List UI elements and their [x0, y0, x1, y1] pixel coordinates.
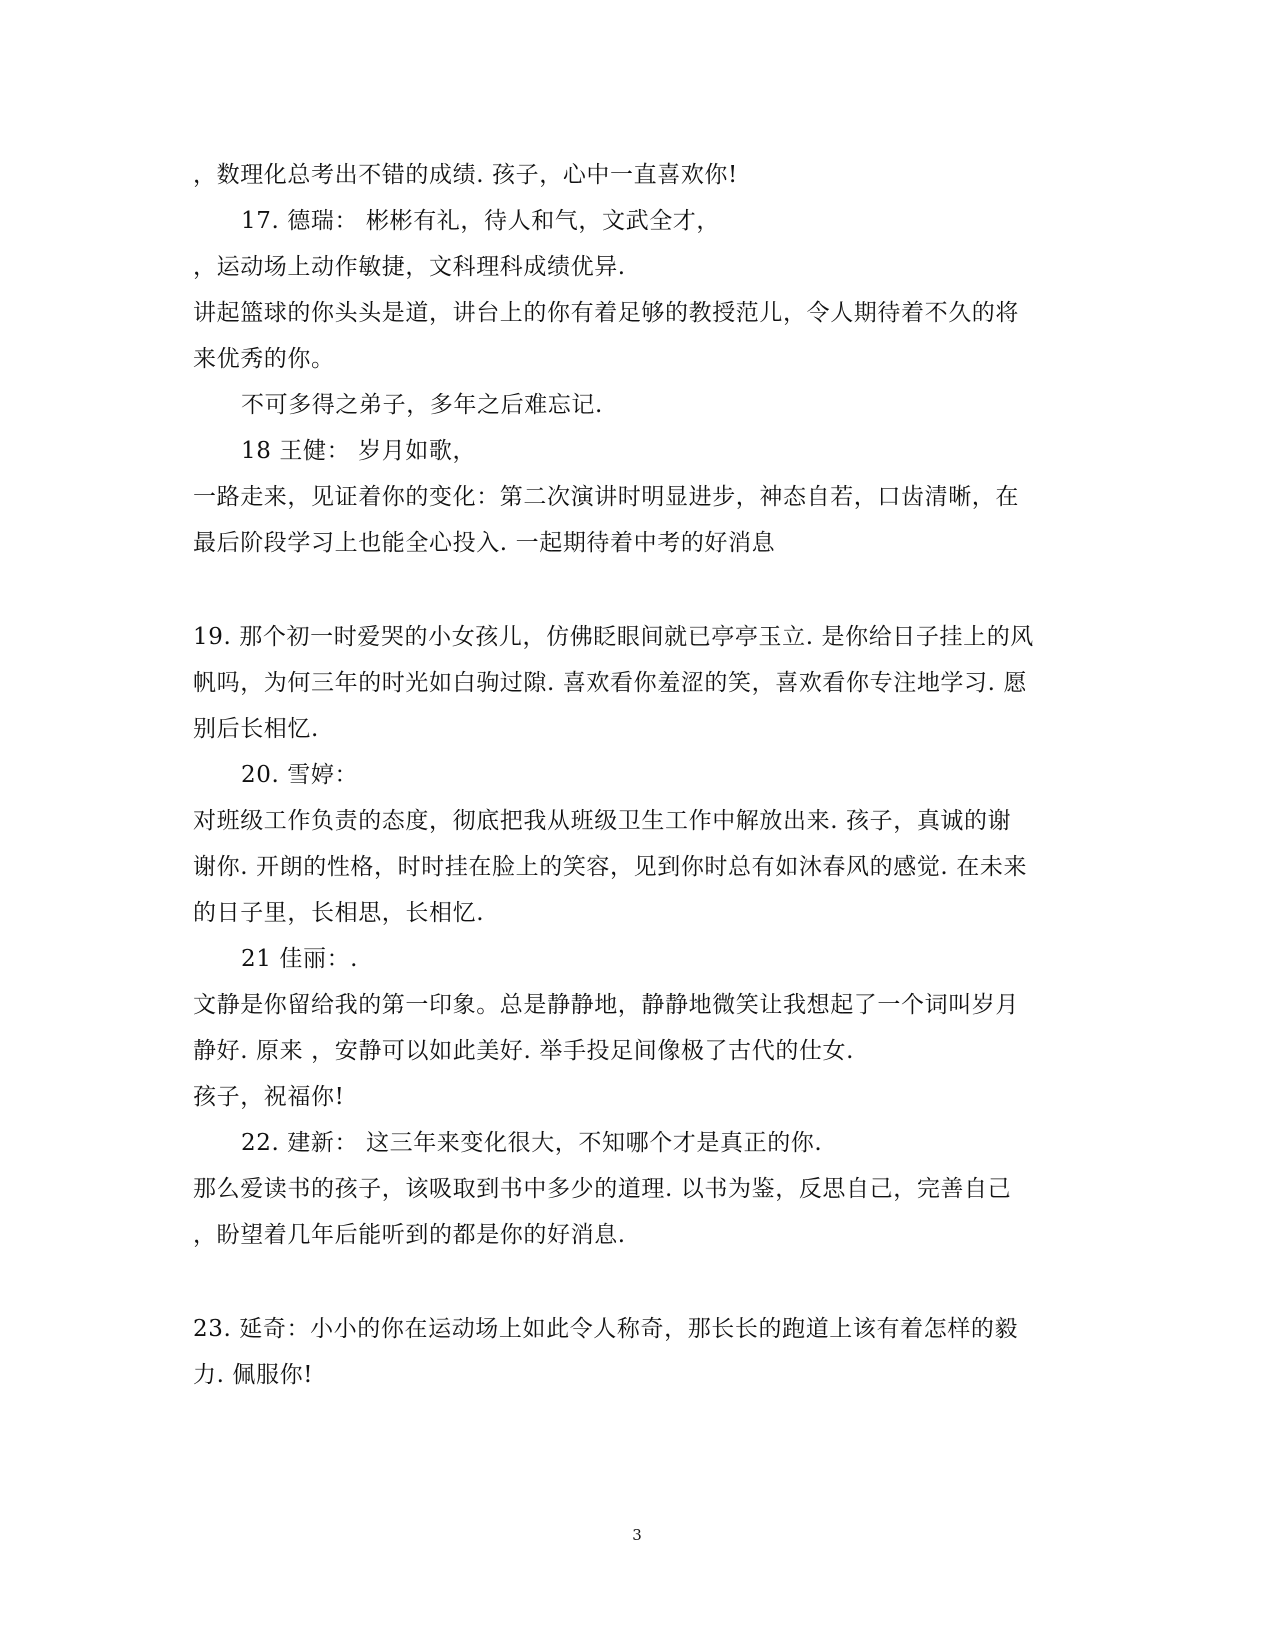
- text-line: 帆吗，为何三年的时光如白驹过隙. 喜欢看你羞涩的笑，喜欢看你专注地学习. 愿: [193, 670, 1028, 696]
- text-line: 22. 建新： 这三年来变化很大，不知哪个才是真正的你.: [241, 1130, 823, 1156]
- text-line: 讲起篮球的你头头是道，讲台上的你有着足够的教授范儿，令人期待着不久的将: [193, 300, 1019, 326]
- text-line: 谢你. 开朗的性格，时时挂在脸上的笑容，见到你时总有如沐春风的感觉. 在未来: [193, 854, 1028, 880]
- text-line: 力. 佩服你!: [193, 1362, 314, 1388]
- text-line: 19. 那个初一时爱哭的小女孩儿，仿佛眨眼间就已亭亭玉立. 是你给日子挂上的风: [193, 624, 1034, 650]
- text-line: ，数理化总考出不错的成绩. 孩子，心中一直喜欢你!: [193, 162, 738, 188]
- text-line: 21 佳丽：.: [241, 946, 359, 972]
- text-line: 不可多得之弟子，多年之后难忘记.: [241, 392, 603, 418]
- text-line: 那么爱读书的孩子，该吸取到书中多少的道理. 以书为鉴，反思自己，完善自己: [193, 1176, 1012, 1202]
- text-line: 一路走来，见证着你的变化：第二次演讲时明显进步，神态自若，口齿清晰，在: [193, 484, 1019, 510]
- text-line: 来优秀的你。: [193, 346, 335, 372]
- text-line: 别后长相忆.: [193, 716, 319, 742]
- page-number: 3: [632, 1526, 642, 1544]
- text-line: 23. 延奇：小小的你在运动场上如此令人称奇，那长长的跑道上该有着怎样的毅: [193, 1316, 1019, 1342]
- text-line: 17. 德瑞： 彬彬有礼，待人和气，文武全才，: [241, 208, 720, 234]
- text-line: 18 王健： 岁月如歌，: [241, 438, 477, 464]
- text-line: 最后阶段学习上也能全心投入. 一起期待着中考的好消息: [193, 530, 776, 556]
- text-line: 对班级工作负责的态度，彻底把我从班级卫生工作中解放出来. 孩子，真诚的谢: [193, 808, 1012, 834]
- text-line: ，盼望着几年后能听到的都是你的好消息.: [193, 1222, 626, 1248]
- text-line: 20. 雪婷：: [241, 762, 359, 788]
- text-line: 文静是你留给我的第一印象。总是静静地，静静地微笑让我想起了一个词叫岁月: [193, 992, 1019, 1018]
- text-line: ，运动场上动作敏捷，文科理科成绩优异.: [193, 254, 626, 280]
- text-line: 孩子，祝福你!: [193, 1084, 345, 1110]
- text-line: 静好. 原来 ，安静可以如此美好. 举手投足间像极了古代的仕女.: [193, 1038, 855, 1064]
- text-line: 的日子里，长相思，长相忆.: [193, 900, 485, 926]
